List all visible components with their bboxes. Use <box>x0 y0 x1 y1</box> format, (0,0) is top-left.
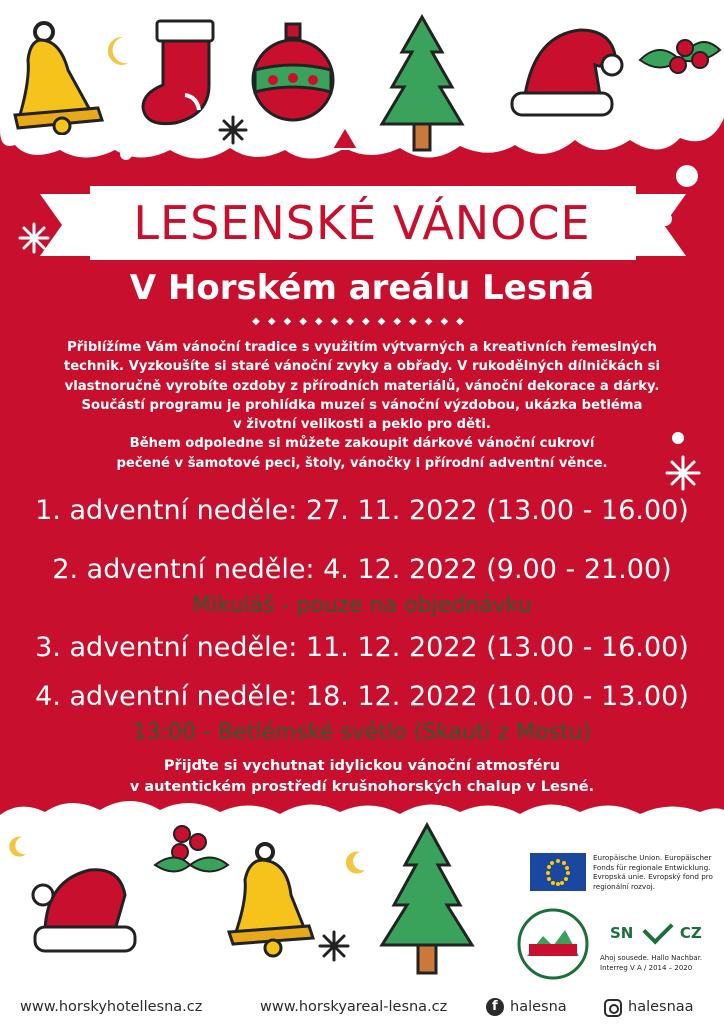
star-icon <box>318 930 350 962</box>
snowball <box>676 165 698 187</box>
interreg-line: Ahoj sousede. Hallo Nachbar. <box>600 954 703 962</box>
footer-facebook[interactable]: halesna <box>510 999 567 1015</box>
sncz-left: SN <box>610 924 634 942</box>
bell-icon <box>225 840 315 960</box>
ornament-icon <box>248 18 338 128</box>
sncz-right: CZ <box>679 924 702 942</box>
eu-line: Fonds für regionale Entwicklung. <box>593 862 711 872</box>
decorative-dots: ◆◆◆◆◆◆◆◆◆◆◆◆◆◆ <box>252 316 472 327</box>
horsky-klub-logo <box>517 908 589 980</box>
advent-note-2: Mikuláš - pouze na objednávku <box>192 593 532 618</box>
tree-icon <box>372 820 482 980</box>
intro-line: vlastnoručně vyrobíte ozdoby z přírodních materiálů, vánoční dekorace a dárky. <box>64 378 660 394</box>
page-title: LESENSKÉ VÁNOCE <box>133 196 591 250</box>
interreg-text <box>600 953 718 973</box>
santa-hat-icon <box>500 15 630 130</box>
intro-line: v životní velikosti a peklo pro děti. <box>233 417 491 433</box>
closing-line: v autentickém prostředí krušnohorských chalup v Lesné. <box>129 779 595 795</box>
eu-funding-text <box>593 853 718 891</box>
eu-line: regionální rozvoj. <box>593 881 655 891</box>
intro-line: pečené v šamotové peci, štoly, vánočky i přírodní adventní věnce. <box>116 455 608 471</box>
moon-icon <box>103 35 133 67</box>
bell-icon <box>10 20 110 135</box>
footer-link-hotel[interactable]: www.horskyhotellesna.cz <box>20 999 203 1015</box>
intro-line: Součástí programu je prohlídka muzeí s vánoční výzdobou, ukázka betléma <box>81 397 643 413</box>
interreg-line: Interreg V A / 2014 – 2020 <box>600 964 693 972</box>
sncz-logo <box>610 920 702 942</box>
santa-hat-icon <box>25 855 145 965</box>
footer-link-areal[interactable]: www.horskyareal-lesna.cz <box>260 999 448 1015</box>
moon-icon <box>345 850 367 874</box>
footer-instagram[interactable]: halesnaa <box>628 999 694 1015</box>
instagram-icon[interactable] <box>604 999 622 1017</box>
advent-sunday-1: 1. adventní neděle: 27. 11. 2022 (13.00 - 16.00) <box>35 495 689 526</box>
eu-line: Evropská unie. Evropský fond pro <box>593 872 713 882</box>
intro-line: Přiblížíme Vám vánoční tradice s využitím výtvarných a kreativních řemeslných <box>67 340 657 355</box>
intro-text <box>20 338 704 473</box>
eu-flag-icon <box>530 853 586 891</box>
intro-line: technik. Vyzkoušíte si staré vánoční zvyky a obřady. V rukodělných dílničkách si <box>63 359 661 375</box>
triangle-icon <box>330 125 360 151</box>
closing-line: Přijďte si vychutnat idylickou vánoční atmosféru <box>163 758 561 774</box>
holly-icon <box>150 820 230 895</box>
star-icon <box>218 115 248 145</box>
stocking-icon <box>135 15 225 135</box>
advent-sunday-2: 2. adventní neděle: 4. 12. 2022 (9.00 - 21.00) <box>52 554 672 585</box>
eu-line: Europäische Union. Europäischer <box>593 853 712 862</box>
tree-icon <box>372 12 472 162</box>
advent-note-4: 13:00 - Betlémské světlo (Skauti z Mostu) <box>132 720 592 745</box>
moon-icon <box>8 835 28 857</box>
page-subtitle: V Horském areálu Lesná <box>129 268 595 308</box>
advent-sunday-4: 4. adventní neděle: 18. 12. 2022 (10.00 - 13.00) <box>35 681 689 712</box>
facebook-icon[interactable]: f <box>486 998 504 1016</box>
snowball <box>120 148 132 160</box>
advent-sunday-3: 3. adventní neděle: 11. 12. 2022 (13.00 - 16.00) <box>35 632 689 663</box>
intro-line: Během odpoledne si můžete zakoupit dárkové vánoční cukroví <box>129 436 595 452</box>
holly-icon <box>630 20 724 100</box>
